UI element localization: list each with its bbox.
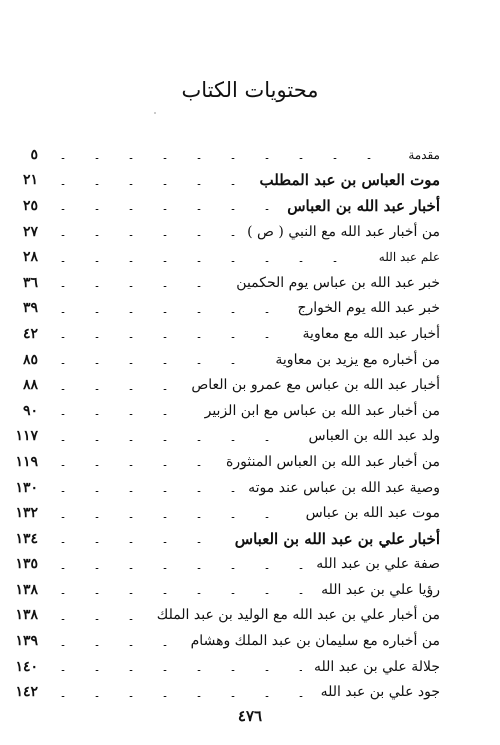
- toc-entry-page: ١١٧: [15, 428, 38, 445]
- dot-leader: [46, 337, 291, 338]
- dot-leader: [46, 491, 236, 492]
- toc-entry-title: خبر عبد الله يوم الخوارج: [291, 300, 440, 316]
- toc-entry-title: من أخبار عبد الله بن عباس مع ابن الزبير: [199, 403, 440, 419]
- toc-entry: [22, 270, 440, 296]
- toc-entry: [22, 296, 440, 322]
- dot-leader: [46, 286, 224, 287]
- toc-entry: [15, 500, 440, 526]
- dot-leader: [46, 209, 275, 210]
- toc-entry: [15, 475, 440, 501]
- toc-entry: [15, 679, 440, 705]
- toc-entry: [22, 219, 440, 245]
- dot-leader: [46, 389, 179, 390]
- toc-entry-page: ١٣٢: [15, 505, 38, 522]
- toc-entry-title: رؤيا علي بن عبد الله: [315, 582, 440, 598]
- toc-entry-page: ٤٢: [22, 325, 38, 342]
- dot-leader: [46, 312, 285, 313]
- toc-entry: [22, 193, 440, 219]
- toc-entry: [30, 142, 440, 168]
- toc-entry: [15, 424, 440, 450]
- page-number: ٤٧٦: [237, 707, 263, 725]
- toc-entry: [15, 577, 440, 603]
- toc-entry-title: مقدمة: [402, 148, 440, 162]
- toc-entry: [22, 321, 440, 347]
- dot-leader: [46, 696, 309, 697]
- dot-leader: [46, 414, 193, 415]
- toc-entry-page: ١١٩: [15, 453, 38, 470]
- dot-leader: [46, 568, 304, 569]
- toc-entry: [15, 628, 440, 654]
- toc-entry-page: ١٣٨: [15, 607, 38, 624]
- toc-entry-page: ١٣٠: [15, 479, 38, 496]
- dot-leader: [46, 261, 367, 262]
- toc-entry-page: ١٣٥: [15, 556, 38, 573]
- toc-entry-title: وصية عبد الله بن عباس عند موته: [242, 480, 440, 496]
- page-title: محتويات الكتاب: [181, 78, 319, 102]
- toc-entry-page: ٢٧: [22, 223, 38, 240]
- dot-leader: [46, 465, 214, 466]
- toc-entry-title: أخبار عبد الله بن عباس مع عمرو بن العاص: [185, 377, 440, 393]
- toc-entry-title: أخبار عبد الله مع معاوية: [297, 326, 440, 342]
- toc-entry-page: ١٣٩: [15, 633, 38, 650]
- dot-leader: [46, 184, 247, 185]
- toc-entry-page: ١٣٤: [15, 530, 38, 547]
- dot-leader: [46, 670, 302, 671]
- dot-leader: [46, 363, 263, 364]
- toc-entry: [15, 552, 440, 578]
- toc-entry-page: ٢٥: [22, 197, 38, 214]
- toc-entry-title: موت عبد الله بن عباس: [300, 505, 440, 521]
- toc-entry-title: جلالة علي بن عبد الله: [308, 659, 440, 675]
- toc-entry: [22, 347, 440, 373]
- toc-entry-title: أخبار عبد الله بن العباس: [281, 197, 440, 215]
- toc-entry-title: ولد عبد الله بن العباس: [303, 428, 440, 444]
- toc-entry: [22, 372, 440, 398]
- toc-entry-page: ٣٩: [22, 300, 38, 317]
- toc-entry-title: أخبار علي بن عبد الله بن العباس: [229, 530, 440, 548]
- dot-leader: [46, 619, 145, 620]
- table-of-contents: [15, 142, 440, 705]
- dot-leader: [46, 235, 235, 236]
- toc-entry-page: ٨٨: [22, 377, 38, 394]
- dot-leader: [46, 593, 309, 594]
- toc-entry-title: من أخباره مع سليمان بن عبد الملك وهشام: [185, 633, 440, 649]
- toc-entry-title: علم عبد الله: [373, 250, 440, 264]
- toc-entry-title: من أخبار عبد الله بن العباس المنثورة: [220, 454, 440, 470]
- toc-entry: [15, 654, 440, 680]
- toc-entry-title: صفة علي بن عبد الله: [310, 556, 440, 572]
- toc-entry-title: من أخبار عبد الله مع النبي ( ص ): [241, 224, 440, 240]
- toc-entry-title: من أخباره مع يزيد بن معاوية: [269, 352, 440, 368]
- toc-entry-page: ٨٥: [22, 351, 38, 368]
- toc-entry-title: من أخبار علي بن عبد الله مع الوليد بن عبد الملك: [151, 607, 440, 623]
- toc-entry-title: خبر عبد الله بن عباس يوم الحكمين: [230, 275, 440, 291]
- toc-entry-title: جود علي بن عبد الله: [315, 684, 440, 700]
- toc-entry-page: ٣٦: [22, 274, 38, 291]
- toc-entry: [15, 526, 440, 552]
- toc-entry-page: ١٤٠: [15, 658, 38, 675]
- toc-entry-page: ١٤٢: [15, 684, 38, 701]
- toc-entry-page: ٢١: [22, 172, 38, 189]
- toc-entry-page: ٥: [30, 146, 38, 163]
- speck-mark: [154, 112, 156, 114]
- toc-entry-page: ٢٨: [22, 249, 38, 266]
- toc-entry: [15, 449, 440, 475]
- toc-entry-page: ١٣٨: [15, 581, 38, 598]
- toc-entry-title: موت العباس بن عبد المطلب: [253, 171, 440, 189]
- toc-entry: [15, 603, 440, 629]
- toc-entry-page: ٩٠: [22, 402, 38, 419]
- dot-leader: [46, 542, 223, 543]
- dot-leader: [46, 645, 179, 646]
- dot-leader: [46, 440, 297, 441]
- dot-leader: [46, 517, 294, 518]
- dot-leader: [46, 158, 396, 159]
- toc-entry: [22, 398, 440, 424]
- toc-entry: [22, 168, 440, 194]
- toc-entry: [22, 244, 440, 270]
